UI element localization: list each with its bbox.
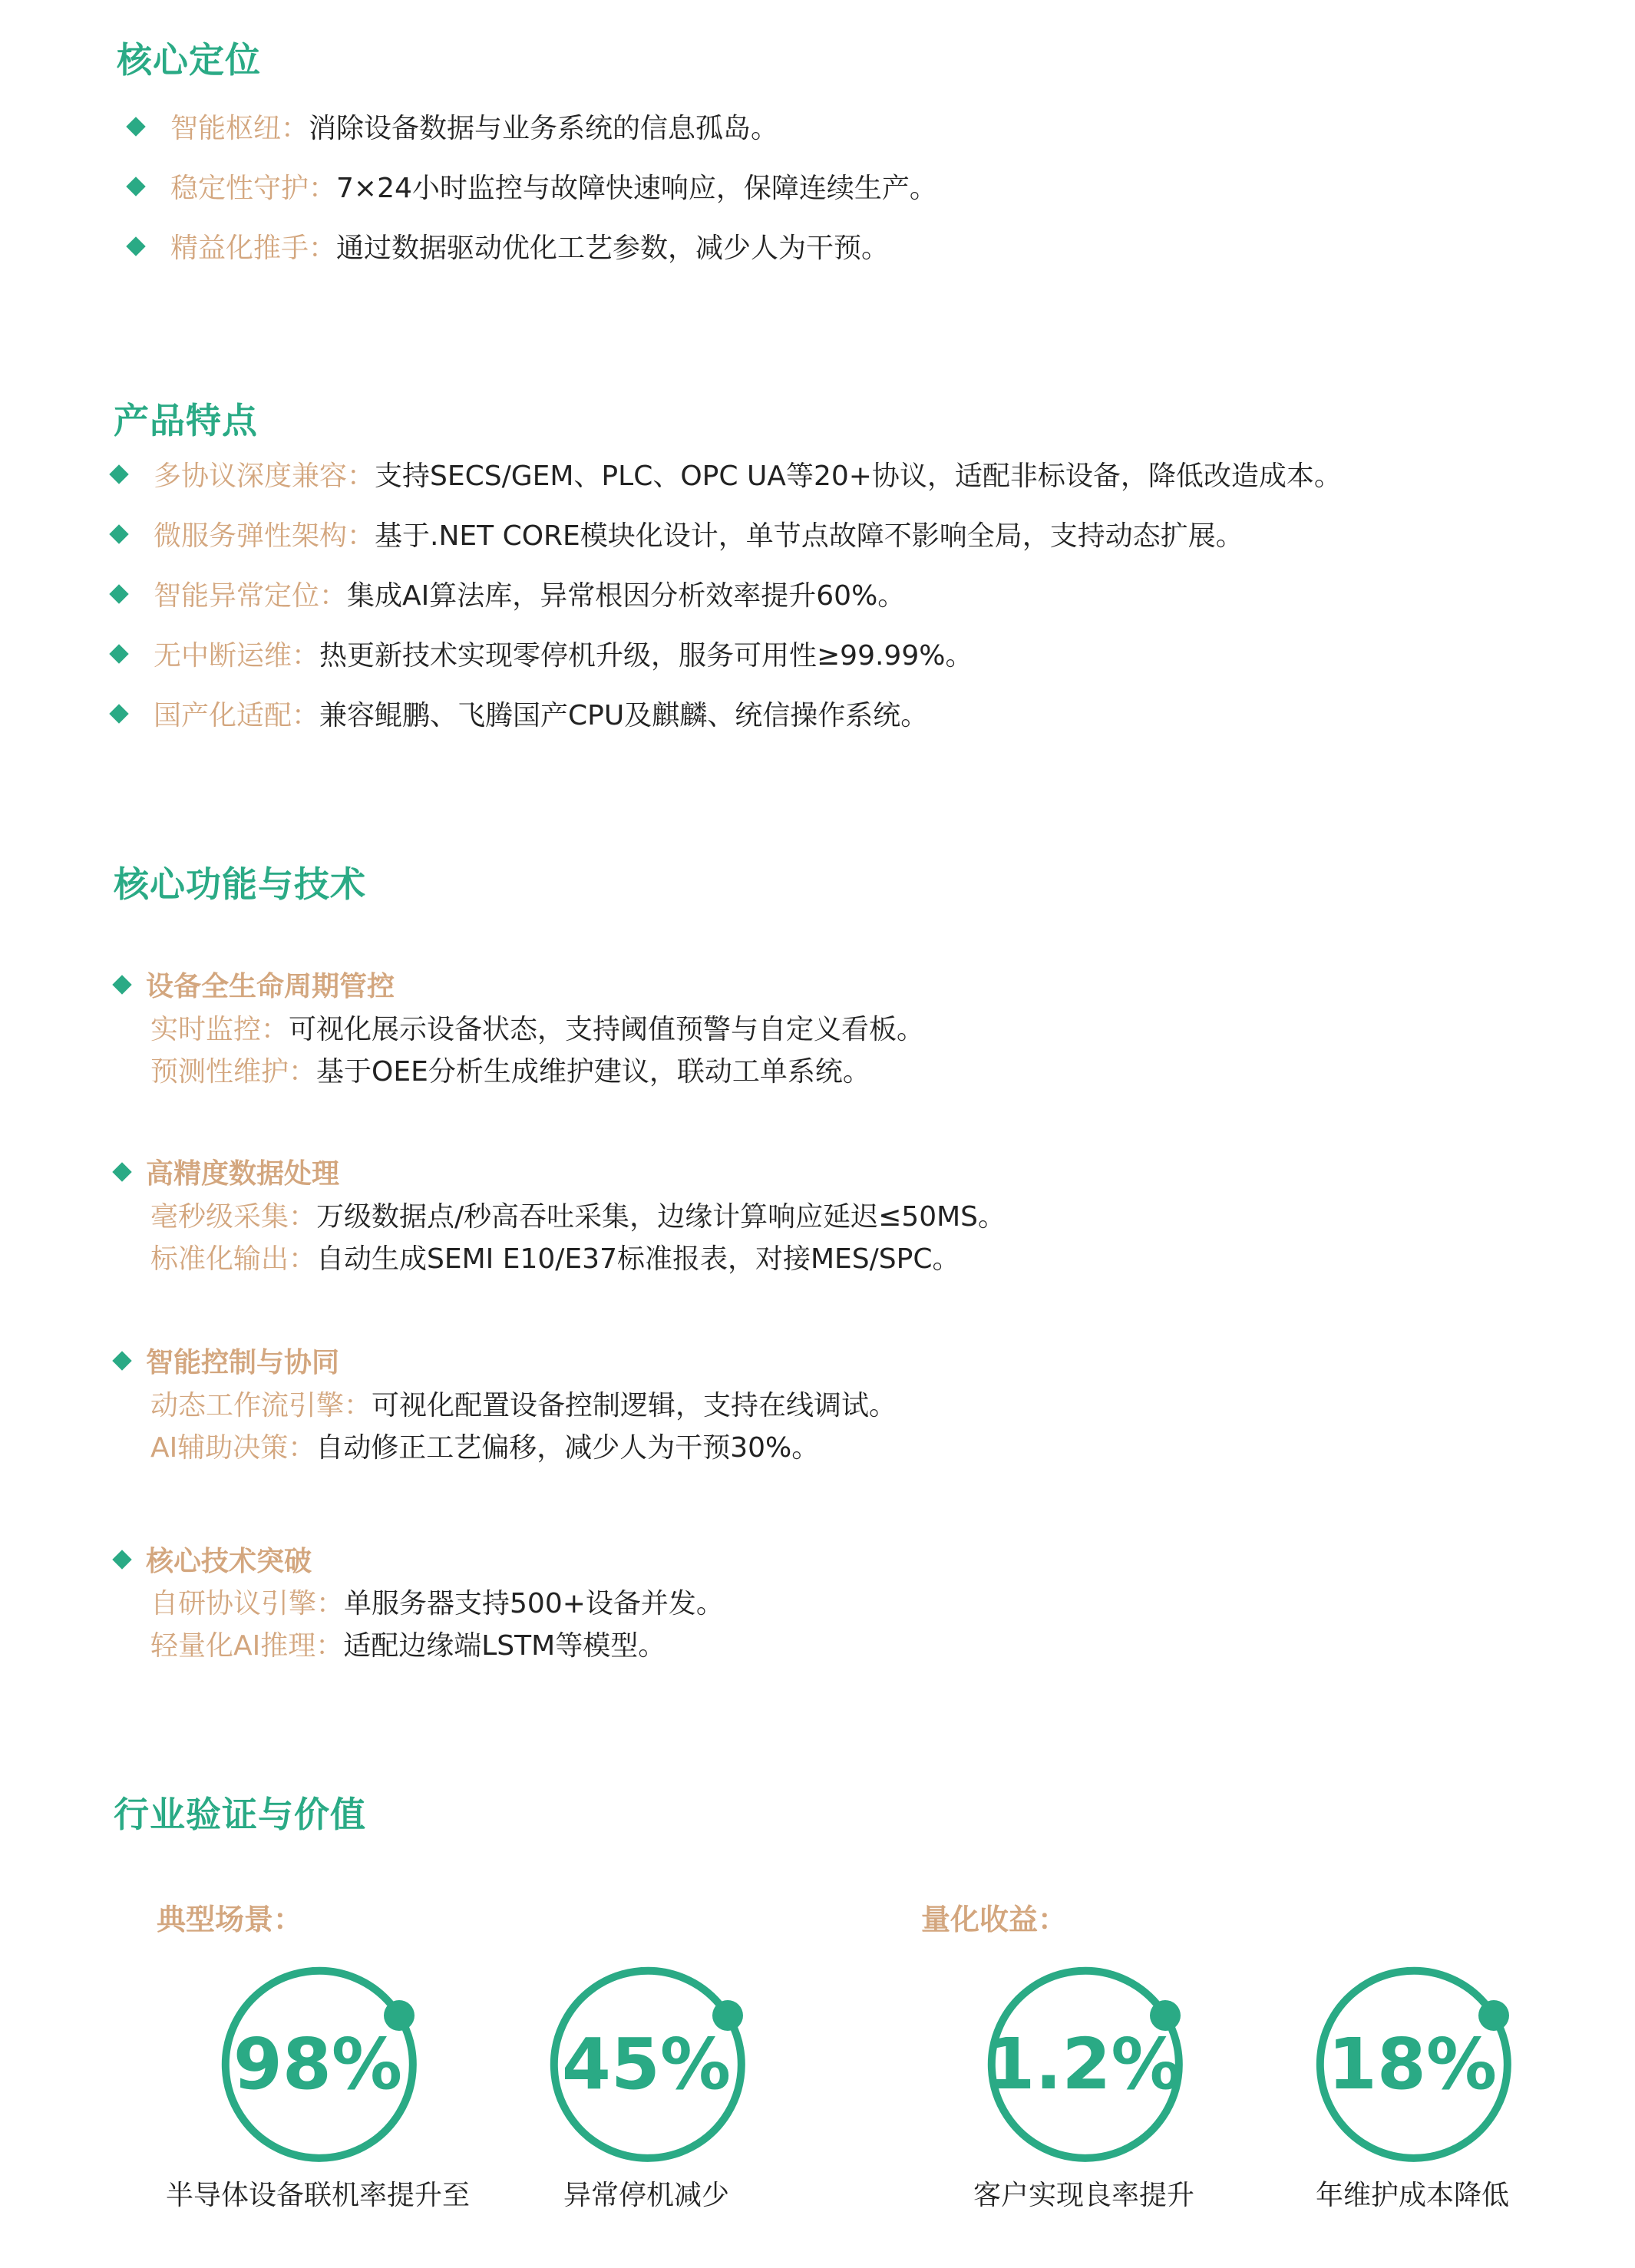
item-text: 消除设备数据与业务系统的信息孤岛。 xyxy=(309,113,779,144)
section-title-positioning: 核心定位 xyxy=(117,39,261,81)
item-text: 热更新技术实现零停机升级，服务可用性≥99.99%。 xyxy=(319,640,973,672)
item-text: 兼容鲲鹏、飞腾国产CPU及麒麟、统信操作系统。 xyxy=(319,700,929,731)
item-label: 稳定性守护： xyxy=(170,173,337,204)
line-text: 自动生成SEMI E10/E37标准报表，对接MES/SPC。 xyxy=(316,1243,960,1275)
function-line xyxy=(150,1012,924,1048)
group-heading-text: 核心技术突破 xyxy=(146,1546,312,1577)
stat-value: 18% xyxy=(1327,2023,1498,2105)
line-label: 自研协议引擎： xyxy=(150,1588,345,1619)
item-label: 多协议深度兼容： xyxy=(154,461,375,492)
list-item xyxy=(129,230,889,267)
stat-value: 1.2% xyxy=(986,2023,1182,2105)
diamond-bullet-icon xyxy=(126,117,145,136)
diamond-bullet-icon xyxy=(126,177,145,196)
list-item xyxy=(129,170,937,207)
line-text: 自动修正工艺偏移，减少人为干预30%。 xyxy=(315,1432,820,1464)
function-line xyxy=(150,1586,724,1623)
line-text: 可视化配置设备控制逻辑，支持在线调试。 xyxy=(372,1390,897,1421)
item-text: 基于.NET CORE模块化设计，单节点故障不影响全局，支持动态扩展。 xyxy=(375,520,1244,552)
item-label: 国产化适配： xyxy=(154,700,320,731)
stat-ring xyxy=(969,1949,1199,2180)
scenario-label: 典型场景： xyxy=(157,1903,303,1936)
function-line xyxy=(150,1628,666,1665)
list-item xyxy=(112,458,1342,495)
list-item xyxy=(129,111,778,147)
line-text: 基于OEE分析生成维护建议，联动工单系统。 xyxy=(316,1056,870,1088)
line-label: 毫秒级采集： xyxy=(150,1201,317,1233)
group-heading-text: 高精度数据处理 xyxy=(146,1158,340,1190)
function-group-heading xyxy=(115,1543,312,1580)
diamond-bullet-icon xyxy=(109,524,128,543)
item-text: 通过数据驱动优化工艺参数，减少人为干预。 xyxy=(336,233,890,264)
item-label: 无中断运维： xyxy=(154,640,320,672)
section-title-validation: 行业验证与价值 xyxy=(114,1794,366,1835)
line-text: 可视化展示设备状态，支持阈值预警与自定义看板。 xyxy=(289,1014,925,1045)
list-item xyxy=(112,518,1244,555)
function-line xyxy=(150,1430,819,1467)
function-line xyxy=(150,1241,960,1278)
diamond-bullet-icon xyxy=(109,704,128,723)
item-text: 集成AI算法库，异常根因分析效率提升60%。 xyxy=(347,580,906,612)
group-heading-text: 设备全生命周期管控 xyxy=(146,971,395,1002)
function-group-heading xyxy=(115,969,395,1005)
list-item xyxy=(112,578,905,615)
diamond-bullet-icon xyxy=(112,1550,131,1569)
diamond-bullet-icon xyxy=(126,236,145,256)
section-title-functions: 核心功能与技术 xyxy=(114,863,366,905)
diamond-bullet-icon xyxy=(112,975,131,994)
section-title-features: 产品特点 xyxy=(114,400,258,441)
line-label: 轻量化AI推理： xyxy=(150,1630,344,1662)
function-line xyxy=(150,1388,897,1425)
diamond-bullet-icon xyxy=(112,1351,131,1370)
stat-value: 45% xyxy=(561,2023,732,2105)
line-label: 动态工作流引擎： xyxy=(150,1390,372,1421)
diamond-bullet-icon xyxy=(112,1162,131,1181)
stat-ring xyxy=(203,1949,433,2180)
stat-caption: 客户实现良率提升 xyxy=(973,2180,1194,2211)
line-text: 万级数据点/秒高吞吐采集，边缘计算响应延迟≤50MS。 xyxy=(316,1201,1006,1233)
diamond-bullet-icon xyxy=(109,644,128,663)
group-heading-text: 智能控制与协同 xyxy=(146,1347,340,1378)
line-text: 适配边缘端LSTM等模型。 xyxy=(343,1630,666,1662)
stat-ring xyxy=(1297,1949,1528,2180)
item-label: 微服务弹性架构： xyxy=(154,520,375,552)
line-text: 单服务器支持500+设备并发。 xyxy=(344,1588,724,1619)
list-item xyxy=(112,638,973,675)
list-item xyxy=(112,698,928,735)
function-line xyxy=(150,1054,870,1091)
stat-ring xyxy=(531,1949,761,2180)
stat-caption: 年维护成本降低 xyxy=(1315,2180,1509,2211)
stat-value: 98% xyxy=(233,2023,403,2105)
item-text: 7×24小时监控与故障快速响应，保障连续生产。 xyxy=(336,173,937,204)
function-group-heading xyxy=(115,1345,339,1382)
stat-caption: 异常停机减少 xyxy=(563,2180,729,2211)
line-label: 标准化输出： xyxy=(150,1243,317,1275)
line-label: AI辅助决策： xyxy=(150,1432,316,1464)
item-label: 智能异常定位： xyxy=(154,580,348,612)
diamond-bullet-icon xyxy=(109,464,128,484)
diamond-bullet-icon xyxy=(109,584,128,603)
item-text: 支持SECS/GEM、PLC、OPC UA等20+协议，适配非标设备，降低改造成本。 xyxy=(375,461,1342,492)
item-label: 精益化推手： xyxy=(170,233,337,264)
line-label: 实时监控： xyxy=(150,1014,289,1045)
function-line xyxy=(150,1199,1006,1236)
item-label: 智能枢纽： xyxy=(170,113,309,144)
stat-caption: 半导体设备联机率提升至 xyxy=(165,2180,470,2211)
function-group-heading xyxy=(115,1156,339,1193)
line-label: 预测性维护： xyxy=(150,1056,317,1088)
benefit-label: 量化收益： xyxy=(921,1903,1068,1936)
